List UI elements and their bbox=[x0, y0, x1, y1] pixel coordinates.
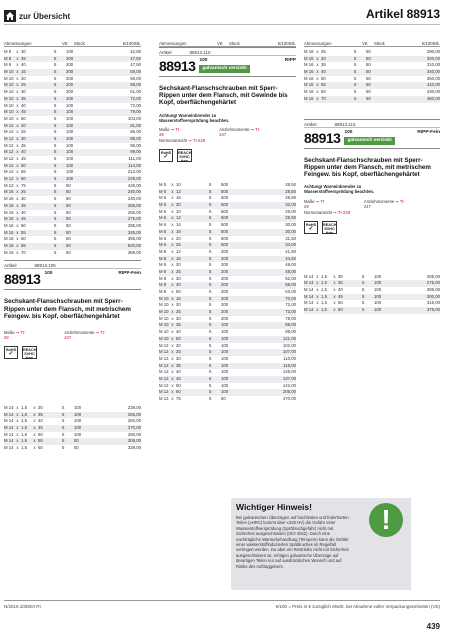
table-row: M 8 x 30 5 100 42,80 bbox=[4, 49, 141, 54]
dimensions-link[interactable]: Maße ➞ TI-28 bbox=[4, 329, 26, 340]
table-row: M 6 x 25 5 500 34,00 bbox=[159, 242, 296, 248]
finish-badge: galvanisch verzinkt bbox=[199, 65, 249, 73]
table-row: M 10 x 20 5 200 59,00 bbox=[4, 75, 141, 81]
table-row: M 5 x 20 5 500 32,00 bbox=[159, 202, 296, 208]
article-number: 88913 bbox=[159, 58, 196, 74]
table-row: M 12 x 50 5 100 114,00 bbox=[4, 162, 141, 168]
table-row: M 16 x 25 5 50 240,00 bbox=[4, 189, 141, 195]
article-description: Sechskant-Flanschschrauben mit Sperr-Rippen unter dem Flansch, mit metrischem Feingew. bis Kopf, oberflächengehärtet bbox=[4, 298, 131, 320]
top-bar bbox=[0, 0, 452, 28]
col-header-pieces: Stück bbox=[74, 41, 85, 46]
table-row: M 8 x 12 5 200 41,50 bbox=[159, 248, 296, 254]
table-row: M 14 x 1,5 x 30 5 100 239,00 bbox=[4, 404, 141, 410]
table-row: M 14 x 1,5 x 50 5 100 315,00 bbox=[304, 300, 440, 306]
price-table-3 bbox=[304, 49, 440, 103]
finish-badge: galvanisch verzinkt bbox=[344, 137, 394, 145]
table-row: M 10 x 35 5 100 89,00 bbox=[159, 322, 296, 328]
table-row: M 8 x 40 5 200 47,50 bbox=[4, 62, 141, 68]
strength-class: 100 bbox=[44, 271, 53, 277]
table-row: M 16 x 50 5 50 285,00 bbox=[4, 222, 141, 228]
back-label: zur Übersicht bbox=[19, 11, 71, 21]
table-header: Abmessungen VE Stück €/100Stk. bbox=[159, 41, 296, 46]
rohs-icon: RoHS ✓ bbox=[5, 347, 17, 358]
house-icon bbox=[4, 10, 16, 22]
table-row: M 14 x 1,5 x 30 5 100 265,00 bbox=[304, 273, 440, 279]
price-table-1b bbox=[4, 405, 141, 452]
table-row: M 14 x 1,5 x 50 5 100 280,00 bbox=[4, 431, 141, 437]
table-row: M 10 x 30 5 200 78,00 bbox=[159, 315, 296, 321]
article-code: 88913.115 bbox=[334, 121, 356, 127]
table-row: M 14 x 1,5 x 35 5 100 265,00 bbox=[4, 411, 141, 417]
table-row: M 12 x 30 5 100 110,00 bbox=[159, 355, 296, 361]
table-row: M 14 x 1,5 x 60 5 50 338,00 bbox=[4, 445, 141, 451]
table-row: M 16 x 45 5 50 275,00 bbox=[4, 216, 141, 222]
col-header-ve: VE bbox=[62, 41, 68, 46]
table-row: M 10 x 40 5 100 72,00 bbox=[4, 102, 141, 108]
col-header-price: €/100Stk. bbox=[122, 41, 141, 46]
table-row: M 10 x 25 5 200 59,00 bbox=[4, 82, 141, 88]
table-header: Abmessungen VE Stück €/100Stk. bbox=[304, 41, 440, 46]
table-row: M 8 x 16 5 200 44,50 bbox=[159, 255, 296, 261]
back-to-overview-link[interactable] bbox=[4, 8, 70, 24]
table-row: M 5 x 16 5 500 29,80 bbox=[159, 195, 296, 201]
table-row: M 12 x 20 5 100 102,00 bbox=[159, 342, 296, 348]
table-row: M 16 x 60 5 50 355,00 bbox=[4, 236, 141, 242]
norm-link[interactable]: Normenansicht ➞ TI-228 bbox=[159, 138, 206, 144]
table-row: M 12 x 75 5 50 425,00 bbox=[4, 182, 141, 188]
article-code: 88913.105 bbox=[34, 263, 56, 269]
table-row: M 16 x 25 5 50 290,00 bbox=[304, 49, 440, 54]
table-row: M 12 x 50 5 100 142,00 bbox=[159, 382, 296, 388]
table-row: M 6 x 16 5 500 30,00 bbox=[159, 228, 296, 234]
column-1 bbox=[4, 40, 141, 452]
table-row: M 16 x 30 5 50 240,00 bbox=[4, 196, 141, 202]
table-row: M 16 x 35 5 50 310,00 bbox=[304, 62, 440, 68]
table-row: M 14 x 1,5 x 60 5 100 375,00 bbox=[304, 306, 440, 312]
table-row: M 16 x 40 5 50 255,00 bbox=[4, 209, 141, 215]
table-row: M 12 x 30 5 100 88,00 bbox=[4, 135, 141, 141]
table-row: M 10 x 50 5 100 121,00 bbox=[159, 335, 296, 341]
dimensions-link[interactable]: Maße ➞ TI-28 bbox=[159, 127, 181, 138]
article-block-110: Artikel 88913.110 88913 100 RIPP galvanisch verzinkt bbox=[159, 47, 296, 77]
table-row: M 14 x 1,5 x 35 5 100 275,00 bbox=[304, 280, 440, 286]
notice-text: Bei galvanischen Überzügen auf hochfesten und federharten Teilen (≥HRC) kommt aber ≤320 HV) die Gefahr einer Wasserstoffversprödung (Spröbruchgefahr) nicht mit Sicherheit ausgeschlossen (ISO 4042). Durch eine nachträgliche Wärmebehandlung (Tempern) kann die Gefahr einer wasserstoffinduzierten Spätbruches im Regelfall verringert werden. Da aber ein Restrisiko nicht mit Sicherheit ausgeschlossen ist, erfolgen galvanische Überzüge auf derartigen Teilen nur auf ausdrücklichen Wunsch und auf Risiko des Auftraggebers. bbox=[236, 515, 349, 569]
article-description: Sechskant-Flanschschrauben mit Sperr-Rippen unter dem Flansch, mit Gewinde bis Kopf, oberflächengehärtet bbox=[159, 85, 288, 107]
table-row: M 10 x 20 5 200 72,00 bbox=[159, 302, 296, 308]
page-number: 439 bbox=[426, 622, 440, 631]
table-row: M 5 x 10 5 500 28,50 bbox=[159, 182, 296, 188]
table-row: M 14 x 1,5 x 40 5 100 285,00 bbox=[304, 286, 440, 292]
table-row: M 8 x 35 5 200 47,50 bbox=[4, 55, 141, 61]
norm-link[interactable]: Normenansicht ➞ TI-228 bbox=[304, 209, 351, 215]
price-table-3b bbox=[304, 274, 440, 314]
table-row: M 6 x 10 5 500 29,00 bbox=[159, 208, 296, 214]
footer-code: N/2019.10/DE/HTI bbox=[4, 604, 41, 609]
table-row: M 10 x 25 5 200 73,00 bbox=[159, 309, 296, 315]
table-row: M 12 x 45 5 100 111,00 bbox=[4, 156, 141, 161]
warning-text: Achtung! Warneinbrender zu Wasserstoffversprödung beachten. bbox=[159, 112, 230, 123]
table-row: M 12 x 20 5 100 81,00 bbox=[4, 122, 141, 128]
reach-icon: REACH SVHC free bbox=[178, 151, 192, 164]
footer-note: €/100 = Preis in € zuzüglich MwSt. bei Abnahme voller Verpackungseinheiten (VE) bbox=[275, 604, 440, 609]
table-row: M 14 x 1,5 x 45 5 100 270,00 bbox=[4, 424, 141, 430]
table-header bbox=[4, 40, 141, 47]
table-row: M 10 x 50 5 100 103,00 bbox=[4, 115, 141, 121]
table-row: M 12 x 45 5 100 137,00 bbox=[159, 375, 296, 381]
article-number: 88913 bbox=[4, 271, 41, 288]
exclamation-icon: ! bbox=[369, 503, 403, 537]
table-row: M 6 x 12 5 500 29,50 bbox=[159, 215, 296, 221]
table-row: M 10 x 45 5 100 79,00 bbox=[4, 109, 141, 115]
col-header-dimensions: Abmessungen bbox=[4, 41, 32, 46]
table-row: M 12 x 40 5 100 125,00 bbox=[159, 369, 296, 375]
notice-title: Wichtiger Hinweis! bbox=[236, 502, 312, 512]
table-row: M 16 x 35 5 50 265,00 bbox=[4, 202, 141, 208]
table-row: M 16 x 70 5 50 460,00 bbox=[304, 95, 440, 101]
table-row: M 6 x 20 5 500 31,50 bbox=[159, 235, 296, 241]
table-row: M 8 x 30 5 200 52,00 bbox=[159, 275, 296, 281]
table-row: M 10 x 40 5 100 98,00 bbox=[159, 329, 296, 335]
important-notice bbox=[231, 498, 411, 590]
price-table-1 bbox=[4, 49, 141, 256]
table-row: M 12 x 25 5 100 107,00 bbox=[159, 349, 296, 355]
table-row: M 16 x 40 5 50 340,00 bbox=[304, 69, 440, 75]
table-row: M 16 x 70 5 50 389,00 bbox=[4, 249, 141, 255]
table-row: M 16 x 55 5 50 410,00 bbox=[304, 82, 440, 88]
table-row: M 14 x 1,5 x 40 5 100 260,00 bbox=[4, 418, 141, 424]
table-row: M 16 x 65 5 50 820,00 bbox=[4, 242, 141, 248]
table-row: M 12 x 25 5 100 85,00 bbox=[4, 129, 141, 135]
table-row: M 8 x 20 5 200 48,00 bbox=[159, 262, 296, 268]
table-row: M 16 x 50 5 50 350,00 bbox=[304, 75, 440, 81]
table-row: M 8 x 25 5 200 48,00 bbox=[159, 268, 296, 274]
article-description: Sechskant-Flanschschrauben mit Sperr-Rippen unter dem Flansch, mit metrischem Feingew. bis Kopf, oberflächengehärtet bbox=[304, 156, 431, 178]
table-row: M 12 x 60 5 100 205,00 bbox=[159, 389, 296, 395]
rohs-icon: RoHS ✓ bbox=[305, 222, 317, 232]
torque-link[interactable]: Anziehmomente ➞ TI-247 bbox=[219, 127, 261, 138]
reach-icon: REACH SVHC free bbox=[23, 347, 37, 361]
table-row: M 12 x 60 5 100 229,00 bbox=[4, 176, 141, 182]
table-row: M 16 x 60 5 50 430,00 bbox=[304, 89, 440, 95]
reach-icon: REACH SVHC free bbox=[323, 222, 337, 235]
table-row: M 16 x 55 5 50 345,00 bbox=[4, 229, 141, 235]
warning-text: Achtung! Warneinbrender zu Wasserstoffversprödung beachten. bbox=[304, 184, 375, 195]
table-row: M 16 x 30 5 50 300,00 bbox=[304, 55, 440, 61]
table-row: M 10 x 16 5 200 70,00 bbox=[159, 295, 296, 301]
column-2 bbox=[159, 40, 296, 403]
dimensions-link[interactable]: Maße ➞ TI-28 bbox=[304, 198, 326, 209]
table-row: M 12 x 40 5 100 99,00 bbox=[4, 149, 141, 155]
table-row: M 8 x 40 5 200 58,00 bbox=[159, 282, 296, 288]
table-row: M 8 x 50 5 200 63,00 bbox=[159, 289, 296, 295]
table-row: M 12 x 35 5 100 118,00 bbox=[159, 362, 296, 368]
torque-link[interactable]: Anziehmomente ➞ TI-247 bbox=[363, 198, 405, 209]
table-row: M 10 x 30 5 200 61,00 bbox=[4, 89, 141, 95]
article-block-105 bbox=[4, 260, 141, 290]
table-row: M 10 x 16 5 200 59,00 bbox=[4, 69, 141, 75]
rib-type: RIPP-Fein bbox=[118, 271, 141, 277]
column-3 bbox=[304, 40, 440, 314]
table-row: M 12 x 75 5 50 470,00 bbox=[159, 396, 296, 402]
article-code: 88913.110 bbox=[189, 50, 211, 55]
table-row: M 12 x 35 5 100 95,00 bbox=[4, 142, 141, 148]
table-row: M 6 x 14 5 500 30,00 bbox=[159, 222, 296, 228]
price-table-2 bbox=[159, 182, 296, 403]
article-line: Artikel 88913.105 bbox=[4, 262, 141, 269]
table-row: M 10 x 35 5 100 72,00 bbox=[4, 95, 141, 101]
table-row: M 12 x 55 5 100 212,00 bbox=[4, 169, 141, 175]
article-number: 88913 bbox=[304, 129, 341, 146]
torque-link[interactable]: Anziehmomente ➞ TI-247 bbox=[64, 329, 106, 340]
page-title: Artikel 88913 bbox=[365, 7, 440, 21]
article-block-115: Artikel 88913.115 88913 100 RIPP-Fein galvanisch verzinkt bbox=[304, 119, 440, 149]
table-row: M 5 x 12 5 500 28,50 bbox=[159, 188, 296, 194]
table-row: M 14 x 1,5 x 55 5 50 308,00 bbox=[4, 438, 141, 444]
header-divider bbox=[4, 24, 440, 25]
table-row: M 14 x 1,5 x 45 5 100 300,00 bbox=[304, 293, 440, 299]
rohs-icon: RoHS ✓ bbox=[160, 151, 172, 161]
footer-divider bbox=[4, 600, 440, 601]
